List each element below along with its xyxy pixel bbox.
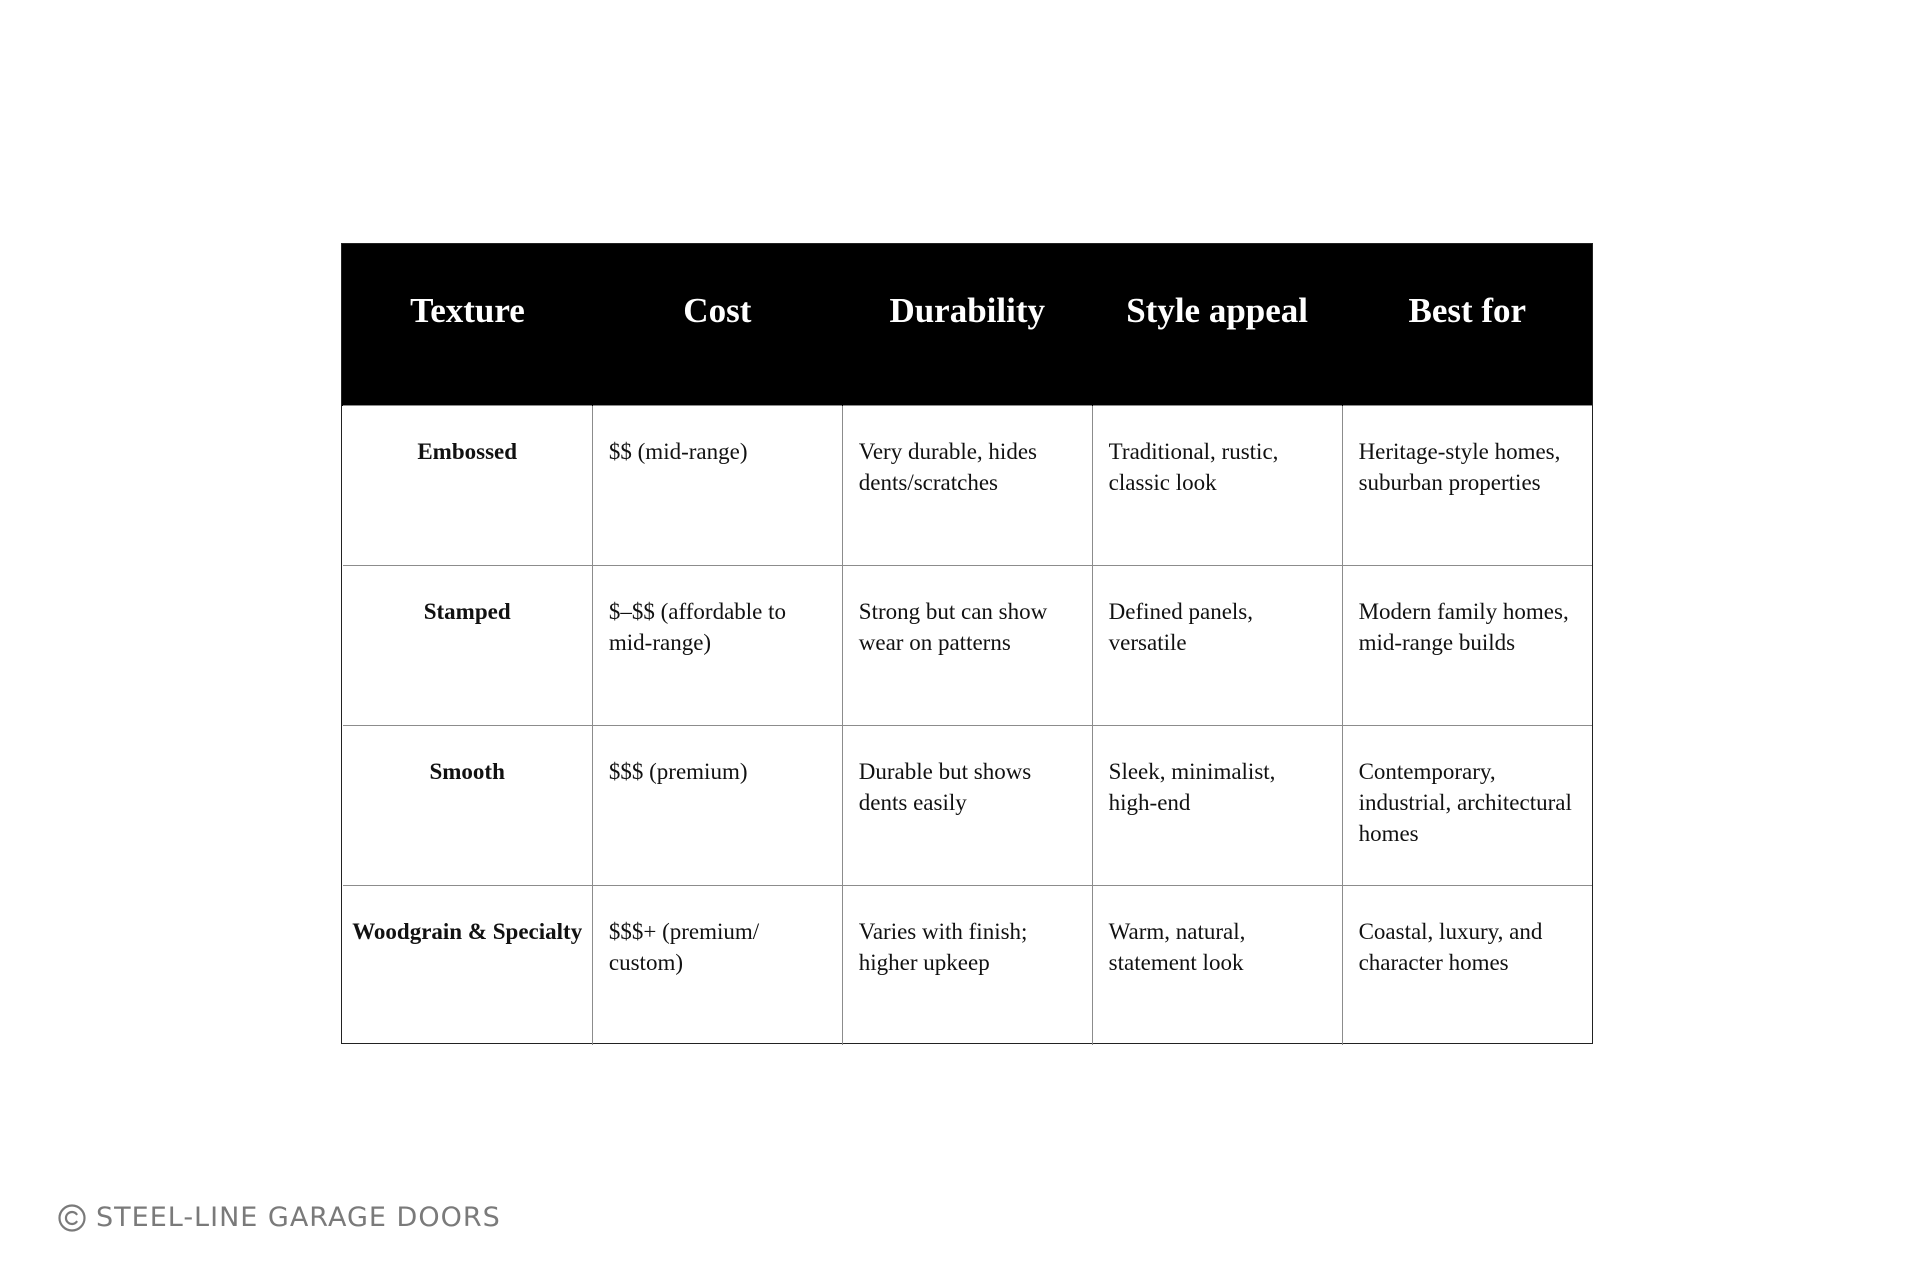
header-cost: Cost (592, 244, 842, 405)
cell-texture: Woodgrain & Specialty (343, 885, 593, 1045)
cell-style-appeal: Traditional, rustic, classic look (1092, 405, 1342, 565)
cell-best-for: Modern family homes, mid-range builds (1342, 565, 1592, 725)
table-row (343, 405, 1593, 565)
cell-cost: $$$+ (premium/ custom) (592, 885, 842, 1045)
cell-durability: Strong but can show wear on patterns (842, 565, 1092, 725)
copyright-icon (58, 1204, 86, 1232)
cell-style-appeal: Sleek, minimalist, high-end (1092, 725, 1342, 885)
cell-style-appeal: Defined panels, versatile (1092, 565, 1342, 725)
cell-texture: Stamped (343, 565, 593, 725)
header-style-appeal: Style appeal (1092, 244, 1342, 405)
table-body (343, 405, 1593, 1045)
cell-durability: Durable but shows dents easily (842, 725, 1092, 885)
comparison-table (342, 244, 1592, 1045)
table-header (343, 244, 1593, 405)
table-row (343, 565, 1593, 725)
copyright-text: STEEL-LINE GARAGE DOORS (96, 1202, 501, 1233)
cell-best-for: Coastal, luxury, and character homes (1342, 885, 1592, 1045)
cell-durability: Very durable, hides dents/scratches (842, 405, 1092, 565)
copyright-footer (58, 1202, 501, 1233)
texture-comparison-table (341, 243, 1593, 1044)
cell-cost: $$ (mid-range) (592, 405, 842, 565)
table-row (343, 725, 1593, 885)
header-best-for: Best for (1342, 244, 1592, 405)
cell-best-for: Contemporary, industrial, architectural homes (1342, 725, 1592, 885)
header-durability: Durability (842, 244, 1092, 405)
cell-cost: $$$ (premium) (592, 725, 842, 885)
table-row (343, 885, 1593, 1045)
cell-durability: Varies with finish; higher upkeep (842, 885, 1092, 1045)
cell-style-appeal: Warm, natural, statement look (1092, 885, 1342, 1045)
header-row (343, 244, 1593, 405)
cell-texture: Smooth (343, 725, 593, 885)
cell-cost: $–$$ (affordable to mid-range) (592, 565, 842, 725)
cell-texture: Embossed (343, 405, 593, 565)
header-texture: Texture (343, 244, 593, 405)
cell-best-for: Heritage-style homes, suburban properties (1342, 405, 1592, 565)
